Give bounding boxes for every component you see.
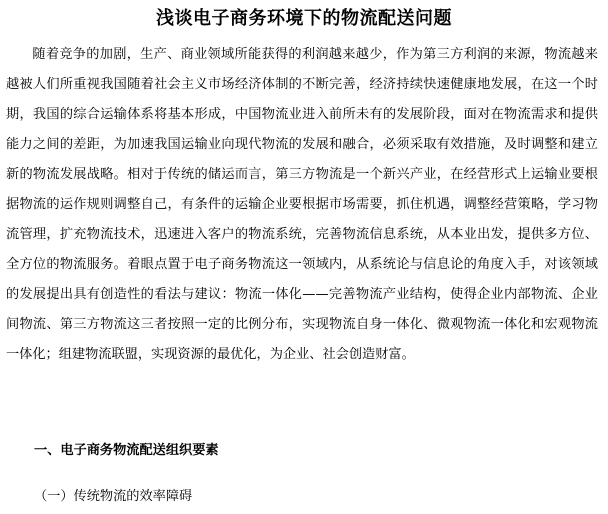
sub-heading: （一）传统物流的效率障碍	[34, 489, 193, 504]
intro-paragraph: 随着竞争的加剧，生产、商业领域所能获得的利润越来越少，作为第三方利润的来源，物流越来越被人们所重视我国随着社会主义市场经济体制的不断完善，经济持续快速健康地发展，在这一个时期，我国的综合运输体系将基本形成，中国物流业进入前所未有的发展阶段，面对在物流需求和提供能力之间的差距，为加速我国运输业向现代物流的发展和融合，必须采取有效措施，及时调整和建立新的物流发展战略。相对于传统的储运而言，第三方物流是一个新兴产业，在经营形式上运输业要根据物流的运作规则调整自己，有条件的运输企业要根据市场需要，抓住机遇，调整经营策略，学习物流管理，扩充物流技术，迅速进入客户的物流系统，完善物流信息系统，从本业出发，提供多方位、全方位的物流服务。着眼点置于电子商务物流这一领域内，从系统论与信息论的角度入手，对该领域的发展提出具有创造性的看法与建议：物流一体化——完善物流产业结构，使得企业内部物流、企业间物流、第三方物流这三者按照一定的比例分布，实现物流自身一体化、微观物流一体化和宏观物流一体化；组建物流联盟，实现资源的最优化，为企业、社会创造财富。	[6, 47, 598, 362]
document-title: 浅谈电子商务环境下的物流配送问题	[156, 8, 452, 29]
section-heading: 一、电子商务物流配送组织要素	[34, 443, 219, 458]
